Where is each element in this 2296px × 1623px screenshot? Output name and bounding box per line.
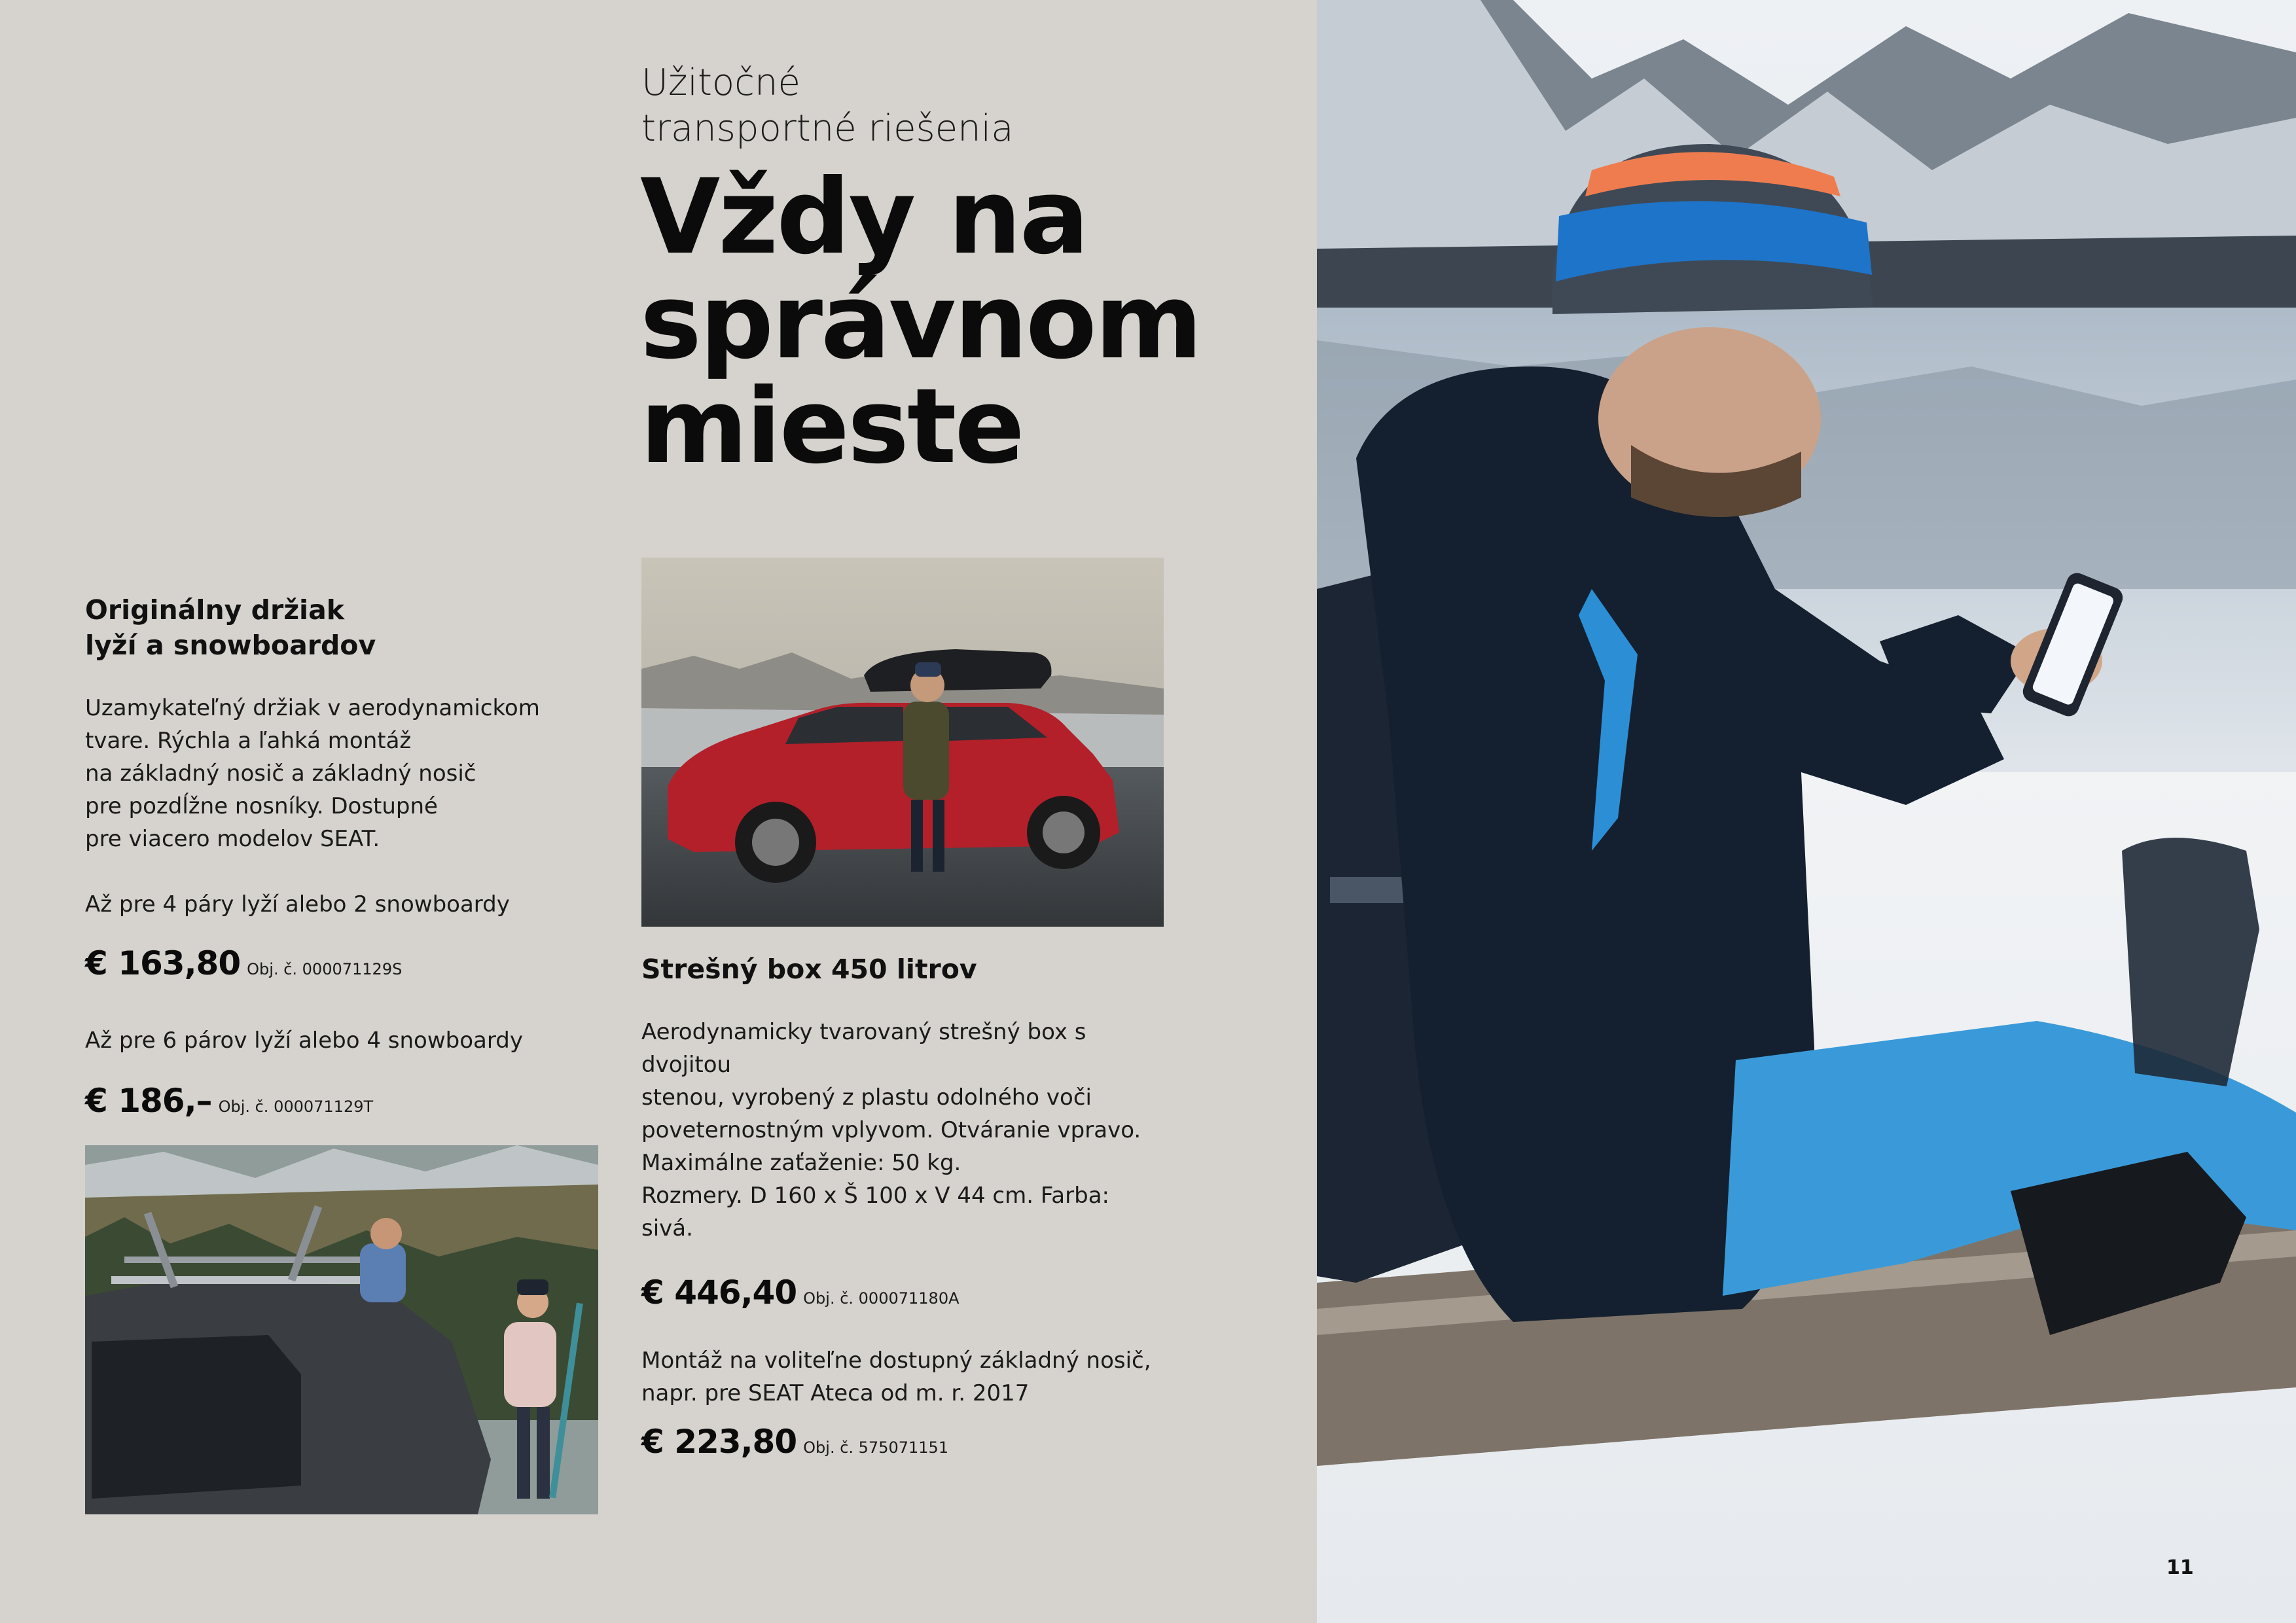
roof-box-mount-line: Montáž na voliteľne dostupný základný nosič, [641, 1347, 1151, 1374]
ski-holder-variant-2-text: Až pre 6 párov lyží alebo 4 snowboardy [85, 1027, 523, 1054]
headline-line-1: Vždy na [640, 157, 1088, 277]
roof-box-car-photo [641, 558, 1164, 927]
ski-holder-variant-2-price-row [85, 1082, 596, 1121]
roof-box-mount-text [641, 1344, 1165, 1410]
ski-holder-desc-line: tvare. Rýchla a ľahká montáž [85, 728, 412, 754]
kicker-line-2: transportné riešenia [641, 107, 1014, 150]
page-number: 11 [2166, 1556, 2194, 1579]
roof-box-description [641, 1016, 1165, 1245]
ski-holder-title [85, 592, 596, 663]
ski-holder-description [85, 692, 596, 855]
headline-line-3: mieste [640, 366, 1023, 487]
headline-line-2: správnom [640, 262, 1201, 382]
section-kicker [641, 60, 1014, 152]
hero-photo-man-in-snow [1317, 0, 2296, 1623]
roof-box-mount-price-row [641, 1423, 1165, 1462]
roof-box-desc-line: stenou, vyrobený z plastu odolného voči [641, 1084, 1092, 1111]
roof-box-desc-line: Maximálne zaťaženie: 50 kg. [641, 1150, 961, 1176]
page-headline [640, 157, 1201, 487]
ski-holder-variant-1-price-row [85, 944, 596, 984]
ski-holder-desc-line: Uzamykateľný držiak v aerodynamickom [85, 695, 540, 721]
roof-box-mount-price: € 223,80 [641, 1423, 797, 1461]
roof-box-mount-line: napr. pre SEAT Ateca od m. r. 2017 [641, 1380, 1030, 1406]
ski-holder-variant-1-price: € 163,80 [85, 944, 241, 982]
ski-holder-variant-2-price: € 186,– [85, 1082, 212, 1120]
roof-box-price: € 446,40 [641, 1274, 797, 1311]
ski-holder-variant-2-code: Obj. č. 000071129T [218, 1097, 374, 1116]
ski-holder-title-line-2: lyží a snowboardov [85, 630, 376, 661]
roof-box-price-row [641, 1274, 1165, 1313]
ski-holder-section [85, 592, 596, 1121]
roof-box-desc-line: Rozmery. D 160 x Š 100 x V 44 cm. Farba: sivá. [641, 1183, 1109, 1241]
ski-holder-desc-line: na základný nosič a základný nosič [85, 760, 476, 787]
roof-box-desc-line: Aerodynamicky tvarovaný strešný box s dvojitou [641, 1019, 1086, 1078]
roof-box-section [641, 952, 1165, 1462]
ski-holder-variant-1-code: Obj. č. 000071129S [247, 960, 403, 978]
roof-box-title: Strešný box 450 litrov [641, 954, 977, 985]
ski-holder-title-line-1: Originálny držiak [85, 594, 345, 626]
ski-holder-desc-line: pre pozdĺžne nosníky. Dostupné [85, 793, 438, 819]
ski-holder-photo [85, 1145, 598, 1514]
ski-holder-desc-line: pre viacero modelov SEAT. [85, 826, 380, 852]
ski-holder-variant-1-text: Až pre 4 páry lyží alebo 2 snowboardy [85, 891, 510, 918]
roof-box-desc-line: poveternostným vplyvom. Otváranie vpravo. [641, 1117, 1141, 1143]
roof-box-code: Obj. č. 000071180A [803, 1289, 960, 1308]
roof-box-mount-code: Obj. č. 575071151 [803, 1438, 949, 1457]
kicker-line-1: Užitočné [641, 62, 800, 104]
